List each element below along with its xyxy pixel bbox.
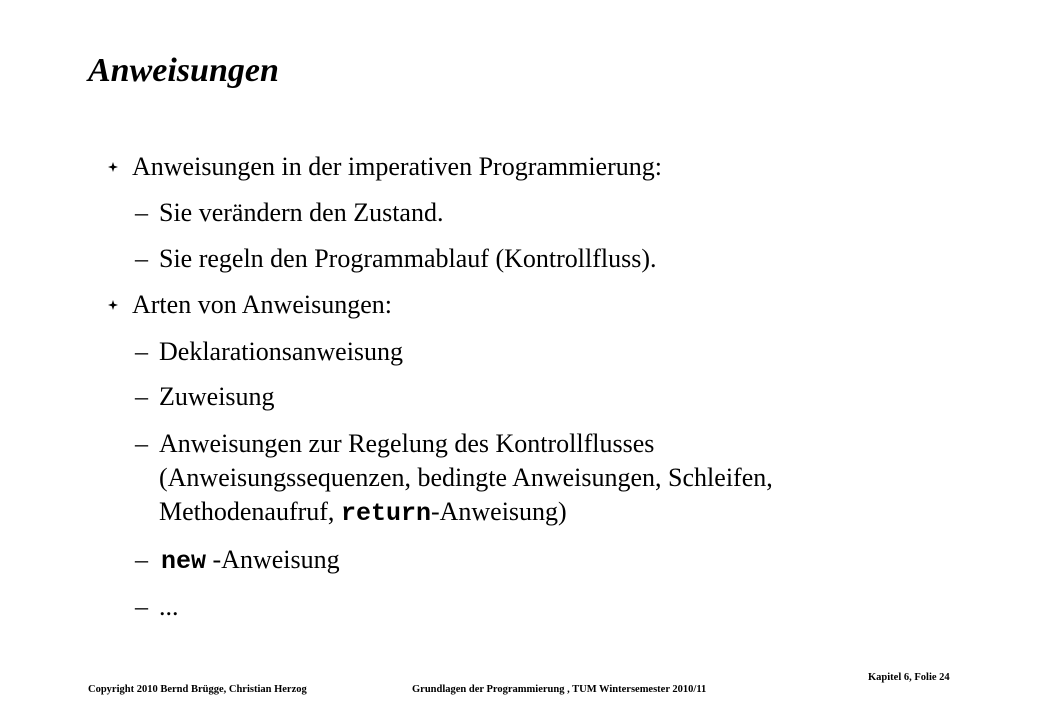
sub-item-text: Sie verändern den Zustand.	[159, 198, 444, 227]
sub-item-text: Zuweisung	[159, 382, 275, 411]
code-keyword: new	[161, 547, 207, 576]
sub-item-continuation	[159, 495, 567, 530]
dash: –	[135, 429, 148, 458]
footer-slide-number: Kapitel 6, Folie 24	[868, 672, 950, 683]
diamond-star-bullet-icon	[108, 162, 118, 172]
bullet-item-2	[108, 288, 392, 321]
bullet-text: Anweisungen in der imperativen Programmierung:	[132, 152, 662, 181]
dash: –	[135, 592, 148, 621]
sub-item	[135, 590, 179, 623]
sub-item	[135, 427, 654, 460]
footer-course: Grundlagen der Programmierung , TUM Wintersemester 2010/11	[412, 684, 707, 695]
sub-item-continuation: (Anweisungssequenzen, bedingte Anweisungen, Schleifen,	[159, 463, 773, 492]
dash: –	[135, 337, 148, 366]
footer-copyright: Copyright 2010 Bernd Brügge, Christian Herzog	[88, 684, 307, 695]
dash: –	[135, 198, 148, 227]
sub-item	[135, 242, 657, 275]
sub-item-text: -Anweisung	[206, 545, 340, 574]
sub-item-text: Anweisungen zur Regelung des Kontrollflusses	[159, 429, 655, 458]
sub-item	[135, 543, 340, 578]
bullet-item-1	[108, 150, 662, 183]
diamond-star-bullet-icon	[108, 300, 118, 310]
sub-item-text: -Anweisung)	[430, 497, 567, 526]
sub-item-text: Sie regeln den Programmablauf (Kontrollfluss).	[159, 244, 657, 273]
sub-item	[135, 380, 275, 413]
sub-item-text: Deklarationsanweisung	[159, 337, 404, 366]
dash: –	[135, 244, 148, 273]
sub-item-text: Methodenaufruf,	[159, 497, 341, 526]
sub-item	[135, 196, 443, 229]
dash: –	[135, 382, 148, 411]
code-keyword: return	[340, 499, 431, 528]
sub-item	[135, 335, 403, 368]
bullet-text: Arten von Anweisungen:	[132, 290, 392, 319]
dash: –	[135, 545, 148, 574]
sub-item-text: ...	[159, 592, 179, 621]
slide-title: Anweisungen	[88, 52, 279, 89]
